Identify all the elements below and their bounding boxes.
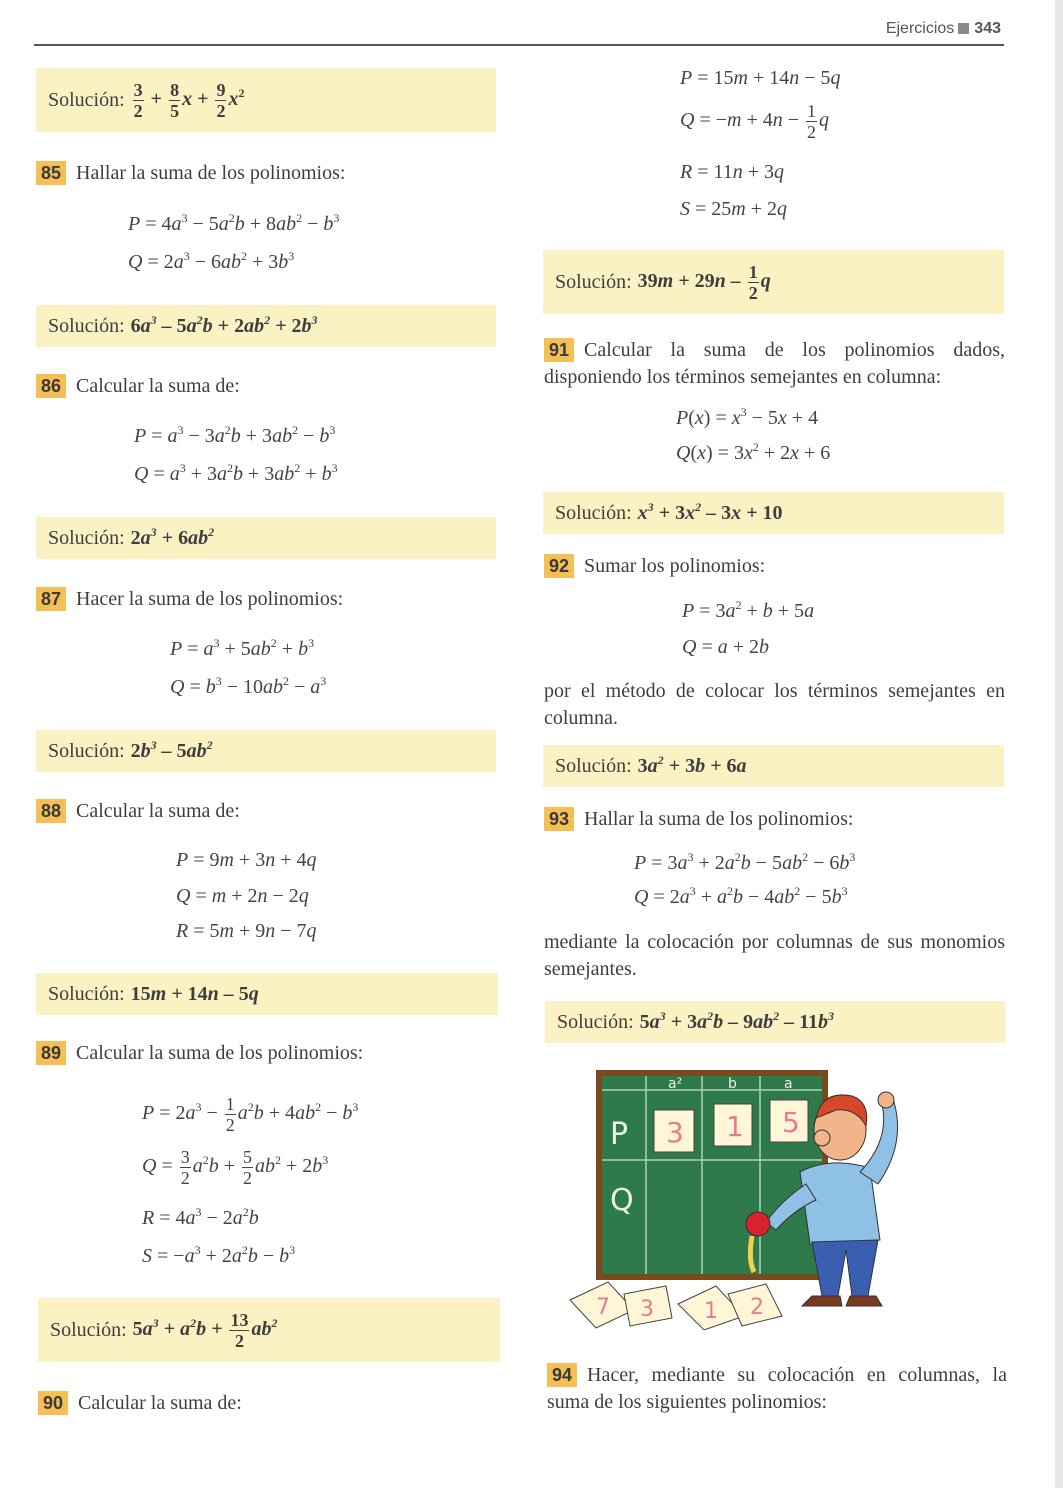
page-number: 343 (974, 20, 1001, 37)
exercise-92 (544, 553, 1005, 580)
solution-label: Solución: (50, 1318, 127, 1341)
teacher-blackboard-illustration (560, 1060, 920, 1330)
equation: $S = -a^3 + 2a^2b - b^3$ (142, 1243, 296, 1267)
solution-label: Solución: (555, 754, 632, 777)
equation: $P = 4a^3 - 5a^2b + 8ab^2 - b^3$ (128, 211, 340, 235)
running-head (886, 20, 1001, 38)
exercise-statement: Sumar los polinomios: (584, 555, 766, 577)
exercise-86 (36, 373, 496, 400)
equation: $Q = b^3 - 10ab^2 - a^3$ (170, 674, 327, 698)
solution-88 (36, 973, 498, 1015)
floor-cards (570, 1282, 782, 1330)
solution-answer: $5a^3 + a^2b$ + $\frac{13}{2}$ $ab^2$ (132, 1309, 278, 1351)
exercise-statement: Hallar la suma de los polinomios: (76, 162, 346, 184)
floor-card-number: 2 (750, 1295, 764, 1320)
exercise-number: 94 (547, 1363, 577, 1387)
solution-85 (36, 305, 496, 347)
exercise-number: 88 (36, 799, 66, 823)
exercise-number: 85 (36, 161, 66, 185)
equation: $P = a^3 + 5ab^2 + b^3$ (170, 636, 315, 660)
equation: R = 11n + 3q (680, 161, 785, 183)
solution-label: Solución: (555, 270, 632, 293)
exercise-85 (36, 160, 496, 187)
exercise-93-continuation: mediante la colocación por columnas de sus monomios semejantes. (544, 931, 1005, 980)
solution-label: Solución: (48, 739, 125, 762)
equation: Q = a + 2b (682, 636, 770, 658)
exercise-91 (544, 337, 1005, 391)
equation: $R = 4a^3 - 2a^2b$ (142, 1205, 259, 1229)
solution-answer: $2b^3 - 5ab^2$ (130, 737, 213, 762)
equation: $P = a^3 - 3a^2b + 3ab^2 - b^3$ (134, 423, 336, 447)
exercise-number: 89 (36, 1041, 66, 1065)
floor-card-number: 3 (640, 1297, 654, 1322)
board-card-number: 3 (666, 1116, 684, 1149)
board-card-number: 5 (782, 1106, 800, 1139)
solution-answer: $5a^3 + 3a^2b - 9ab^2 - 11b^3$ (639, 1008, 834, 1033)
solution-answer: $2a^3 + 6ab^2$ (130, 524, 215, 549)
solution-90 (543, 250, 1004, 314)
board-column-label: b (728, 1076, 737, 1092)
equation: $Q = a^3 + 3a^2b + 3ab^2 + b^3$ (134, 461, 338, 485)
solution-answer: 39m + 29n – $\frac{1}{2}$ q (637, 261, 771, 303)
square-bullet-icon (958, 23, 969, 34)
exercise-94 (547, 1362, 1007, 1416)
equation: $Q(x) = 3x^2 + 2x + 6$ (676, 440, 831, 464)
equation: $P = 3a^3 + 2a^2b - 5ab^2 - 6b^3$ (634, 850, 856, 874)
solution-84 (36, 68, 496, 132)
floor-card-number: 7 (596, 1295, 610, 1320)
solution-93 (545, 1001, 1005, 1043)
exercise-number: 87 (36, 587, 66, 611)
exercise-statement: Hallar la suma de los polinomios: (584, 808, 854, 830)
solution-answer: $3a^2 + 3b + 6a$ (637, 752, 747, 777)
exercise-number: 86 (36, 374, 66, 398)
board-column-label: a (784, 1076, 793, 1092)
exercise-statement: Calcular la suma de: (76, 375, 240, 397)
solution-label: Solución: (555, 501, 632, 524)
equation: $P(x) = x^3 - 5x + 4$ (676, 405, 819, 429)
solution-87 (36, 730, 496, 772)
board-row-label: Q (610, 1183, 634, 1218)
solution-answer: $\frac{3}{2}$ + $\frac{8}{5}$ x + $\frac{9}{2}$ $x^2$ (133, 79, 245, 121)
solution-label: Solución: (48, 982, 125, 1005)
exercise-statement: Calcular la suma de: (78, 1392, 242, 1414)
equation: $P = 2a^3$ − $\frac{1}{2}$ $a^2b + 4ab^2 - b^3$ (142, 1094, 359, 1135)
exercise-92-continuation: por el método de colocar los términos semejantes en columna. (544, 680, 1005, 729)
solution-answer: 15m + 14n – 5q (130, 982, 259, 1005)
header-rule (34, 44, 1004, 46)
board-card-number: 1 (726, 1110, 744, 1143)
solution-91 (543, 492, 1004, 534)
equation: S = 25m + 2q (680, 198, 788, 220)
equation: P = 15m + 14n − 5q (680, 67, 841, 89)
section-name: Ejercicios (885, 20, 955, 37)
exercise-statement: Calcular la suma de: (76, 800, 240, 822)
equation: $Q = 2a^3 - 6ab^2 + 3b^3$ (128, 249, 295, 273)
equation: R = 5m + 9n − 7q (176, 920, 317, 942)
solution-label: Solución: (48, 314, 125, 337)
exercise-statement: Hacer, mediante su colocación en columnas, la suma de los siguientes polinomios: (547, 1364, 1007, 1413)
equation: P = 9m + 3n + 4q (176, 849, 317, 871)
exercise-number: 90 (38, 1391, 68, 1415)
exercise-statement: Calcular la suma de los polinomios dados, disponiendo los términos semejantes en columna: (544, 339, 1005, 388)
solution-label: Solución: (48, 526, 125, 549)
exercise-statement: Calcular la suma de los polinomios: (76, 1042, 364, 1064)
equation: Q = −m + 4n − $\frac{1}{2}$ q (680, 101, 830, 142)
exercise-90 (38, 1390, 498, 1417)
solution-89 (38, 1298, 500, 1362)
equation: $Q = 2a^3 + a^2b - 4ab^2 - 5b^3$ (634, 884, 848, 908)
exercise-number: 91 (544, 338, 574, 362)
solution-86 (36, 517, 496, 559)
solution-label: Solución: (557, 1010, 634, 1033)
solution-answer: $x^3 + 3x^2 - 3x + 10$ (637, 499, 783, 524)
page-edge (1055, 0, 1063, 1488)
exercise-number: 93 (544, 807, 574, 831)
equation: Q = $\frac{3}{2}$ $a^2b$ + $\frac{5}{2}$ $ab^2 + 2b^3$ (142, 1147, 329, 1188)
exercise-88 (36, 798, 496, 825)
exercise-93 (544, 806, 1005, 833)
floor-card-number: 1 (704, 1299, 718, 1324)
solution-answer: $6a^3 - 5a^2b + 2ab^2 + 2b^3$ (130, 312, 318, 337)
page-header (0, 0, 1063, 50)
exercise-statement: Hacer la suma de los polinomios: (76, 588, 344, 610)
board-column-label: a² (668, 1076, 683, 1092)
equation: Q = m + 2n − 2q (176, 885, 309, 907)
board-row-label: P (610, 1117, 629, 1152)
exercise-87 (36, 586, 496, 613)
equation: $P = 3a^2 + b + 5a$ (682, 598, 815, 622)
exercise-number: 92 (544, 554, 574, 578)
solution-label: Solución: (48, 88, 125, 111)
solution-92 (543, 745, 1004, 787)
exercise-89 (36, 1040, 496, 1067)
